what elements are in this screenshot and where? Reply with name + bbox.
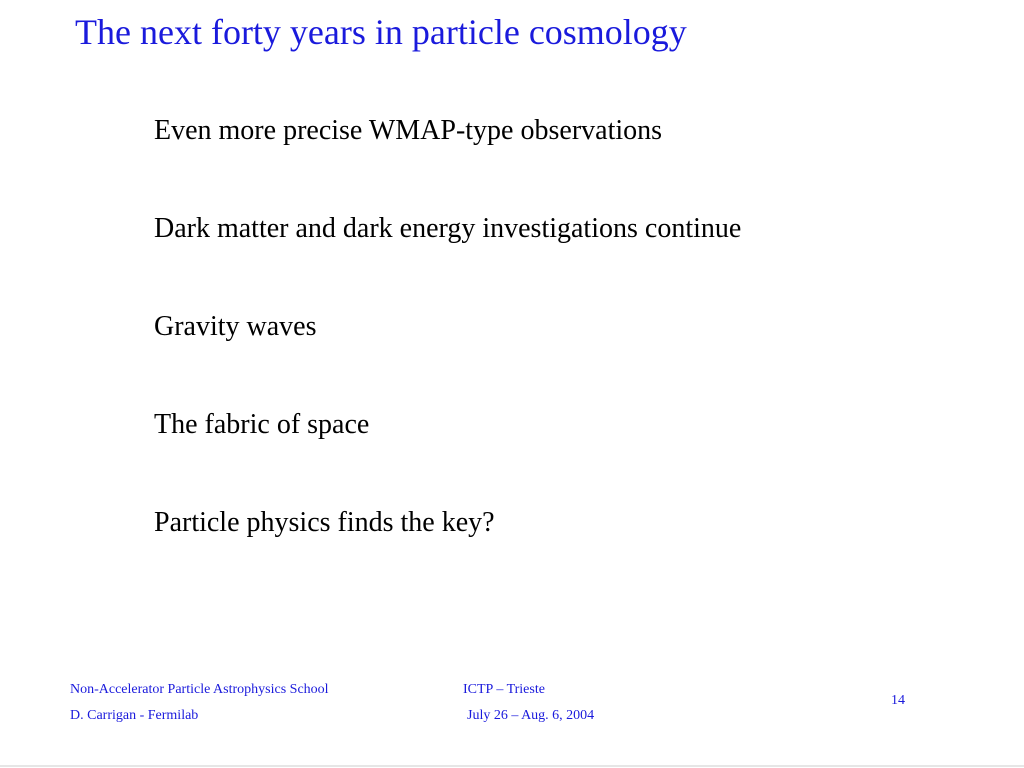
slide-title: The next forty years in particle cosmology — [75, 12, 687, 52]
bullet-item: Dark matter and dark energy investigations continue — [154, 213, 742, 244]
bullet-list — [154, 111, 741, 601]
footer-dates: July 26 – Aug. 6, 2004 — [467, 708, 595, 723]
bullet-item: The fabric of space — [154, 409, 370, 440]
footer-author: D. Carrigan - Fermilab — [70, 708, 199, 723]
bullet-item: Even more precise WMAP-type observations — [154, 115, 663, 146]
bullet-item: Gravity waves — [154, 311, 317, 342]
bottom-divider — [0, 765, 1024, 767]
footer-venue: ICTP – Trieste — [463, 682, 545, 697]
footer-school: Non-Accelerator Particle Astrophysics School — [70, 682, 329, 697]
page-number: 14 — [891, 693, 905, 708]
bullet-item: Particle physics finds the key? — [154, 507, 495, 538]
